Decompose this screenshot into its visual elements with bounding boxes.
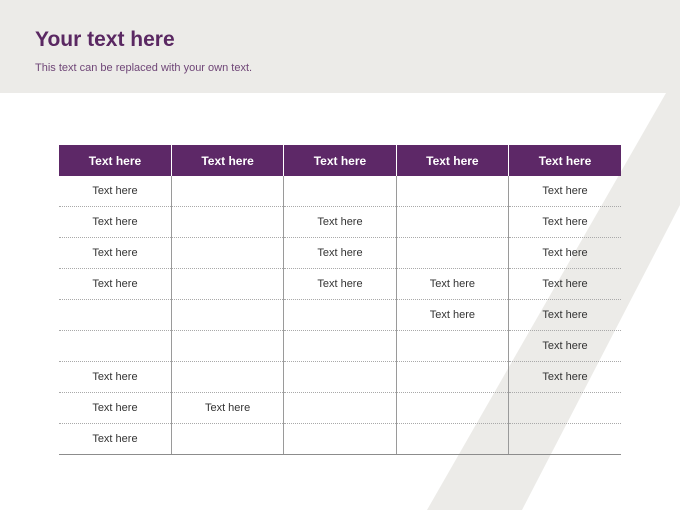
table-cell: Text here	[509, 362, 621, 393]
table-row	[59, 393, 621, 424]
table-cell	[171, 300, 283, 331]
table-cell	[509, 393, 621, 424]
table-row	[59, 424, 621, 455]
table-cell	[396, 362, 508, 393]
table-cell: Text here	[284, 207, 396, 238]
table-cell: Text here	[59, 393, 171, 424]
table-cell: Text here	[284, 238, 396, 269]
table-cell: Text here	[396, 269, 508, 300]
table-cell: Text here	[59, 424, 171, 455]
table-cell: Text here	[396, 300, 508, 331]
table-cell: Text here	[509, 238, 621, 269]
table-cell	[171, 331, 283, 362]
table-cell	[396, 393, 508, 424]
table-cell	[171, 176, 283, 207]
table-cell	[284, 362, 396, 393]
table-row	[59, 176, 621, 207]
table-row	[59, 238, 621, 269]
table-row	[59, 300, 621, 331]
table-cell	[171, 424, 283, 455]
table-cell	[284, 176, 396, 207]
table-cell	[284, 331, 396, 362]
table-cell	[284, 393, 396, 424]
table-cell	[171, 238, 283, 269]
table-cell	[171, 207, 283, 238]
table-cell: Text here	[509, 176, 621, 207]
page-title: Your text here	[35, 28, 175, 51]
table-cell: Text here	[509, 269, 621, 300]
table-cell	[171, 269, 283, 300]
table-cell	[171, 362, 283, 393]
table-cell	[396, 176, 508, 207]
table-cell: Text here	[59, 269, 171, 300]
table-cell: Text here	[59, 176, 171, 207]
column-header: Text here	[59, 145, 171, 176]
page-subtitle: This text can be replaced with your own text.	[35, 62, 253, 74]
table-cell: Text here	[509, 300, 621, 331]
table-cell	[396, 207, 508, 238]
table-cell	[284, 300, 396, 331]
data-table	[59, 145, 621, 455]
table-cell: Text here	[59, 238, 171, 269]
table-cell: Text here	[59, 362, 171, 393]
table-cell	[509, 424, 621, 455]
table-cell: Text here	[171, 393, 283, 424]
table-cell	[284, 424, 396, 455]
column-header: Text here	[284, 145, 396, 176]
table-row	[59, 331, 621, 362]
table-cell: Text here	[509, 207, 621, 238]
table-cell	[59, 331, 171, 362]
table-body	[59, 176, 621, 455]
table-cell	[59, 300, 171, 331]
table-row	[59, 362, 621, 393]
table-row	[59, 269, 621, 300]
table-header-row	[59, 145, 621, 176]
table-cell: Text here	[59, 207, 171, 238]
table-row	[59, 207, 621, 238]
table-cell	[396, 331, 508, 362]
column-header: Text here	[396, 145, 508, 176]
table-cell: Text here	[284, 269, 396, 300]
table-cell	[396, 424, 508, 455]
column-header: Text here	[171, 145, 283, 176]
table-cell: Text here	[509, 331, 621, 362]
column-header: Text here	[509, 145, 621, 176]
table-cell	[396, 238, 508, 269]
